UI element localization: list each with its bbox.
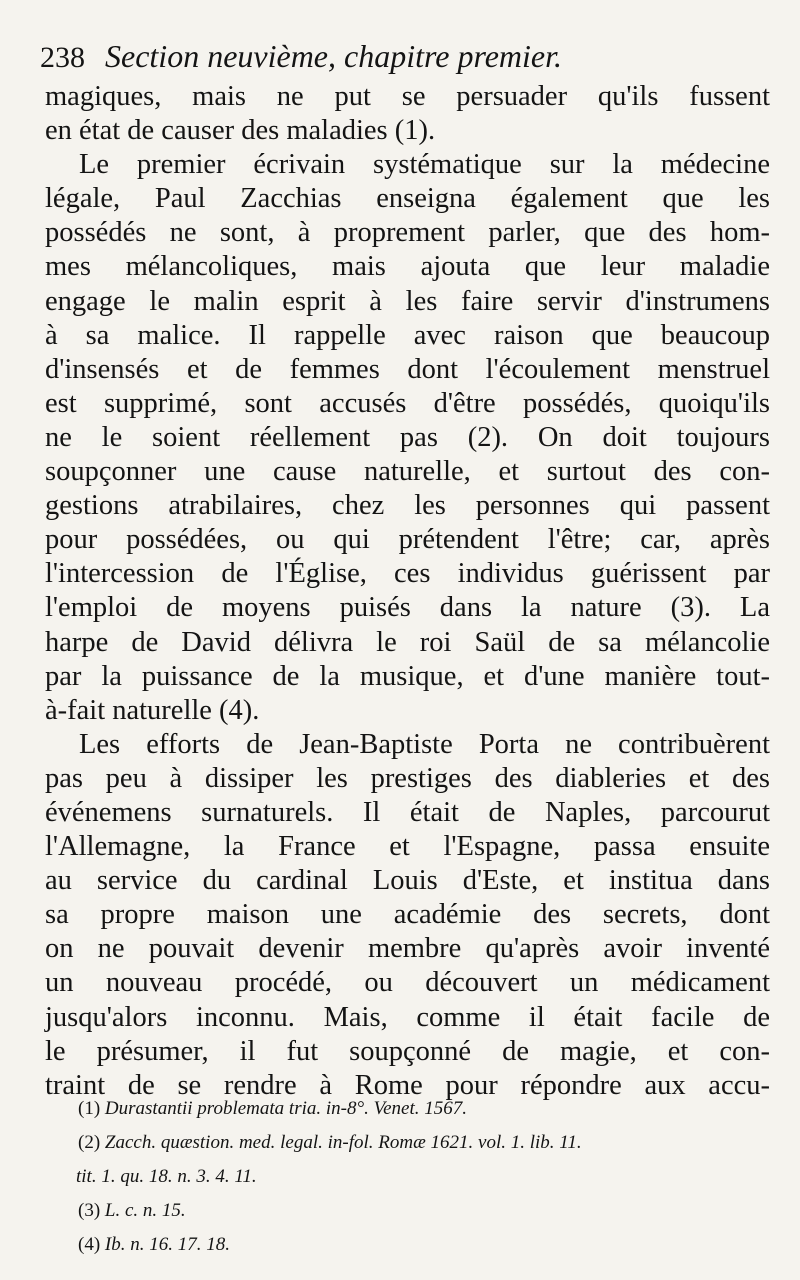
text-line: l'intercession de l'Église, ces individus guérissent par xyxy=(45,558,770,590)
text-line: au service du cardinal Louis d'Este, et institua dans xyxy=(45,865,770,897)
footnote-mark: (2) xyxy=(78,1132,105,1153)
text-line: un nouveau procédé, ou découvert un médicament xyxy=(45,967,770,999)
text-line: mes mélancoliques, mais ajouta que leur maladie xyxy=(45,251,770,283)
page-number: 238 xyxy=(40,41,85,74)
text-line: à-fait naturelle (4). xyxy=(45,694,260,726)
text-line: engage le malin esprit à les faire servir d'instrumens xyxy=(45,285,770,317)
footnotes xyxy=(78,1092,768,1262)
footnote-text: Durastantii problemata tria. in-8°. Venet. 1567. xyxy=(104,1098,467,1119)
footnote xyxy=(78,1228,768,1262)
footnote-text: Ib. n. 16. 17. 18. xyxy=(104,1234,230,1255)
running-header xyxy=(40,34,760,78)
text-line: jusqu'alors inconnu. Mais, comme il était facile de xyxy=(45,1001,770,1033)
footnote-mark: (3) xyxy=(78,1200,105,1221)
text-line: événemens surnaturels. Il était de Naples, parcourut xyxy=(45,796,770,828)
body-text xyxy=(45,80,770,1103)
text-line: possédés ne sont, à proprement parler, que des hom- xyxy=(45,217,770,249)
text-line: traint de se rendre à Rome pour répondre aux accu- xyxy=(45,1069,770,1101)
text-line: harpe de David délivra le roi Saül de sa mélancolie xyxy=(45,626,770,658)
text-line: le présumer, il fut soupçonné de magie, et con- xyxy=(45,1035,770,1067)
text-line: l'Allemagne, la France et l'Espagne, passa ensuite xyxy=(45,831,770,863)
text-line: est supprimé, sont accusés d'être possédés, quoiqu'ils xyxy=(45,387,770,419)
text-line: on ne pouvait devenir membre qu'après avoir inventé xyxy=(45,933,770,965)
text-line: gestions atrabilaires, chez les personnes qui passent xyxy=(45,490,770,522)
footnote-text: Zacch. quæstion. med. legal. in-fol. Romæ 1621. vol. 1. lib. 11. xyxy=(104,1132,582,1153)
text-line: pour possédées, ou qui prétendent l'être; car, après xyxy=(45,524,770,556)
footnote xyxy=(78,1126,768,1160)
footnote xyxy=(78,1092,768,1126)
text-line: en état de causer des maladies (1). xyxy=(45,115,436,147)
text-line: pas peu à dissiper les prestiges des diableries et des xyxy=(45,762,770,794)
text-line: d'insensés et de femmes dont l'écoulement menstruel xyxy=(45,353,770,385)
footnote-mark: (4) xyxy=(78,1234,105,1255)
running-title: Section neuvième, chapitre premier. xyxy=(105,38,563,74)
text-line: à sa malice. Il rappelle avec raison que beaucoup xyxy=(45,319,770,351)
footnote-mark: (1) xyxy=(78,1098,105,1119)
footnote-text: L. c. n. 15. xyxy=(104,1200,186,1221)
text-line: sa propre maison une académie des secrets, dont xyxy=(45,899,770,931)
text-line: soupçonner une cause naturelle, et surtout des con- xyxy=(45,456,770,488)
text-line: Les efforts de Jean-Baptiste Porta ne contribuèrent xyxy=(79,728,770,760)
text-line: ne le soient réellement pas (2). On doit toujours xyxy=(45,421,770,453)
footnote xyxy=(78,1194,768,1228)
text-line: légale, Paul Zacchias enseigna également que les xyxy=(45,183,770,215)
footnote-continuation xyxy=(76,1160,768,1194)
text-line: magiques, mais ne put se persuader qu'ils fussent xyxy=(45,81,770,112)
text-line: Le premier écrivain systématique sur la médecine xyxy=(79,149,770,181)
footnote-text: tit. 1. qu. 18. n. 3. 4. 11. xyxy=(76,1166,257,1187)
text-line: l'emploi de moyens puisés dans la nature (3). La xyxy=(45,592,770,624)
text-line: par la puissance de la musique, et d'une manière tout- xyxy=(45,660,770,692)
